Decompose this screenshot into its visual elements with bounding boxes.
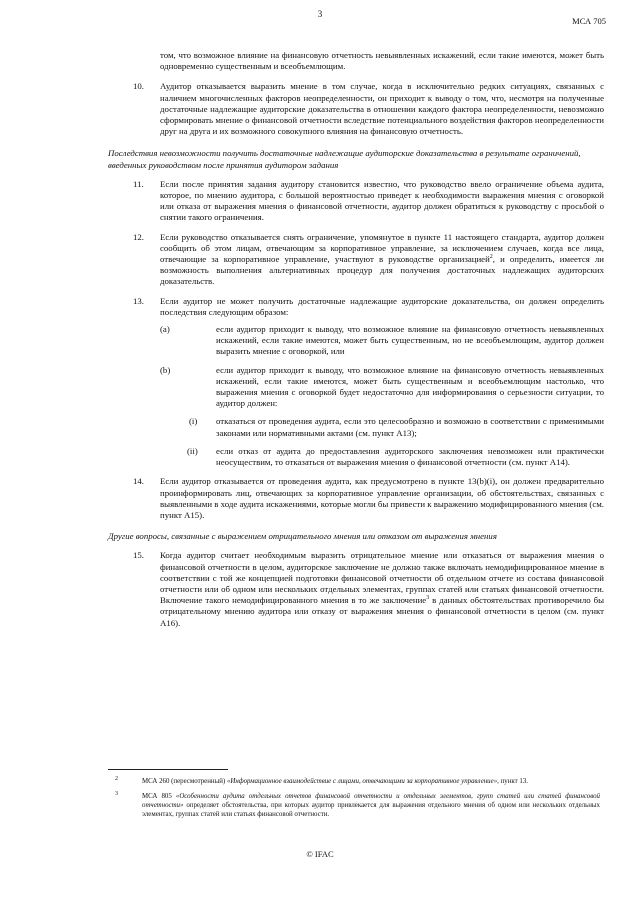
footnotes <box>108 777 600 825</box>
paragraph-11: 11. Если после принятия задания аудитору становится известно, что руководство ввело ограничение объема аудита, которое, по мнению аудитора, с большой вероятностью приведет к необходимости выражения мнения с оговоркой или отказа от выражения мнения о финансовой отчетности, аудитор должен обратиться к руководству с просьбой о снятии такого ограничения. <box>133 178 604 223</box>
subparagraph-label: (b) <box>160 364 171 375</box>
subparagraph-13b: (b) если аудитор приходит к выводу, что возможное влияние на финансовую отчетность невыявленных искажений, если такие имеются, может быть существенным и всеобъемлющим настолько, что выражения мнения с оговоркой будет недостаточно для информирования о серьезности ситуации, то аудитор должен: <box>160 364 604 409</box>
paragraph-number: 13. <box>133 295 144 306</box>
paragraph-14: 14. Если аудитор отказывается от проведения аудита, как предусмотрено в пункте 13(b)(i), он должен предварительно проинформировать лиц, отвечающих за корпоративное управление организации, об обстоятельствах, связанных с выявленными в ходе аудита искажениями, которые могли бы привести к выражению модифицированного мнения (см. пункт A15). <box>133 476 604 520</box>
subparagraph-13a: (a) если аудитор приходит к выводу, что возможное влияние на финансовую отчетность невыявленных искажений, если такие имеются, может быть существенным, но не всеобъемлющим, аудитор должен выразить мнение с оговоркой, или <box>160 324 604 357</box>
footnote-ref-2[interactable]: 2 <box>489 254 493 261</box>
paragraph-continuation: том, что возможное влияние на финансовую отчетность невыявленных искажений, если такие имеются, может быть одновременно существенным и всеобъемлющим. <box>160 50 604 72</box>
paragraph-number: 12. <box>133 231 144 242</box>
page-number: 3 <box>317 9 323 19</box>
page-content <box>0 50 640 629</box>
paragraph-number: 15. <box>133 550 144 561</box>
subparagraph-label: (a) <box>160 324 170 335</box>
paragraph-15: 15. Когда аудитор считает необходимым выразить отрицательное мнение или отказаться от выражения мнения о финансовой отчетности в целом, аудиторское заключение не должно также включать немодифицированное мнение в соответствии с той же концепцией подготовки финансовой отчетности об отдельном отчете из состава финансовой отчетности или об одном или нескольких отдельных элементах, группах статей или статьях финансовой отчетности. Включение такого немодифицированного мнения в то же заключение$^3$ в данных обстоятельствах противоречило бы отрицательному мнению аудитора или отказу от выражения мнения о финансовой отчетности в целом (см. пункт A16). <box>133 550 604 628</box>
footnote-3: 3 МСА 805 «Особенности аудита отдельных отчетов финансовой отчетности и отдельных элементов, групп статей или статей финансовой отчетности» определяет обстоятельства, при которых аудитор привлекается для выражения отдельного мнения об одном или нескольких отдельных элементах, группах статей или статьях финансовой отчетности. <box>115 791 600 818</box>
section-heading-adverse-opinion: Другие вопросы, связанные с выражением отрицательного мнения или отказом от выражения мнения <box>108 531 497 542</box>
subparagraph-13b-i: (i) отказаться от проведения аудита, если это целесообразно и возможно в соответствии с применимыми законами или нормативными актами (см. пункт A13); <box>189 416 604 438</box>
footnote-mark: 3 <box>115 791 118 797</box>
paragraph-12: 12. Если руководство отказывается снять ограничение, упомянутое в пункте 11 настоящего стандарта, аудитор должен сообщить об этом лицам, отвечающим за корпоративное управление, за исключением случаев, когда все лица, отвечающие за корпоративное управление, участвуют в руководстве организацией$^2$, и определить, имеется ли возможность выполнения альтернативных процедур для получения достаточных надлежащих аудиторских доказательств. <box>133 231 604 287</box>
section-heading-scope-limitation: Последствия невозможности получить достаточные надлежащие аудиторские доказательства в результате ограничений, введенных руководством после принятия аудитором задания <box>108 148 581 170</box>
paragraph-number: 14. <box>133 476 144 487</box>
subparagraph-label: (i) <box>189 416 198 427</box>
footnote-mark: 2 <box>115 776 118 782</box>
paragraph-number: 10. <box>133 81 144 92</box>
subparagraph-13b-ii: (ii) если отказ от аудита до предоставления аудиторского заключения невозможен или практически неосуществим, то отказаться от выражения мнения о финансовой отчетности (см. пункт A14). <box>187 445 604 468</box>
paragraph-number: 11. <box>133 178 144 189</box>
footnote-ref-3[interactable]: 3 <box>426 595 430 602</box>
paragraph-10: 10. Аудитор отказывается выразить мнение в том случае, когда в исключительно редких ситуациях, связанных с наличием многочисленных факторов неопределенности, он приходит к выводу о том, что, несмотря на полученные достаточные надлежащие аудиторские доказательства в отношении каждого фактора неопределенности, невозможно сформировать мнение о финансовой отчетности вследствие потенциального воздействия факторов неопределенности друг на друга и их возможного совокупного влияния на финансовую отчетность. <box>133 81 604 137</box>
document-code: МСА 705 <box>572 16 606 26</box>
subparagraph-label: (ii) <box>187 445 198 456</box>
footnote-2: 2 МСА 260 (пересмотренный) «Информационное взаимодействие с лицами, отвечающими за корпоративное управление», пункт 13. <box>115 776 529 785</box>
copyright-footer: © IFAC <box>306 849 334 859</box>
footnote-divider <box>108 769 228 770</box>
paragraph-13: 13. Если аудитор не может получить достаточные надлежащие аудиторские доказательства, он должен определить последствия следующим образом: <box>133 295 604 317</box>
